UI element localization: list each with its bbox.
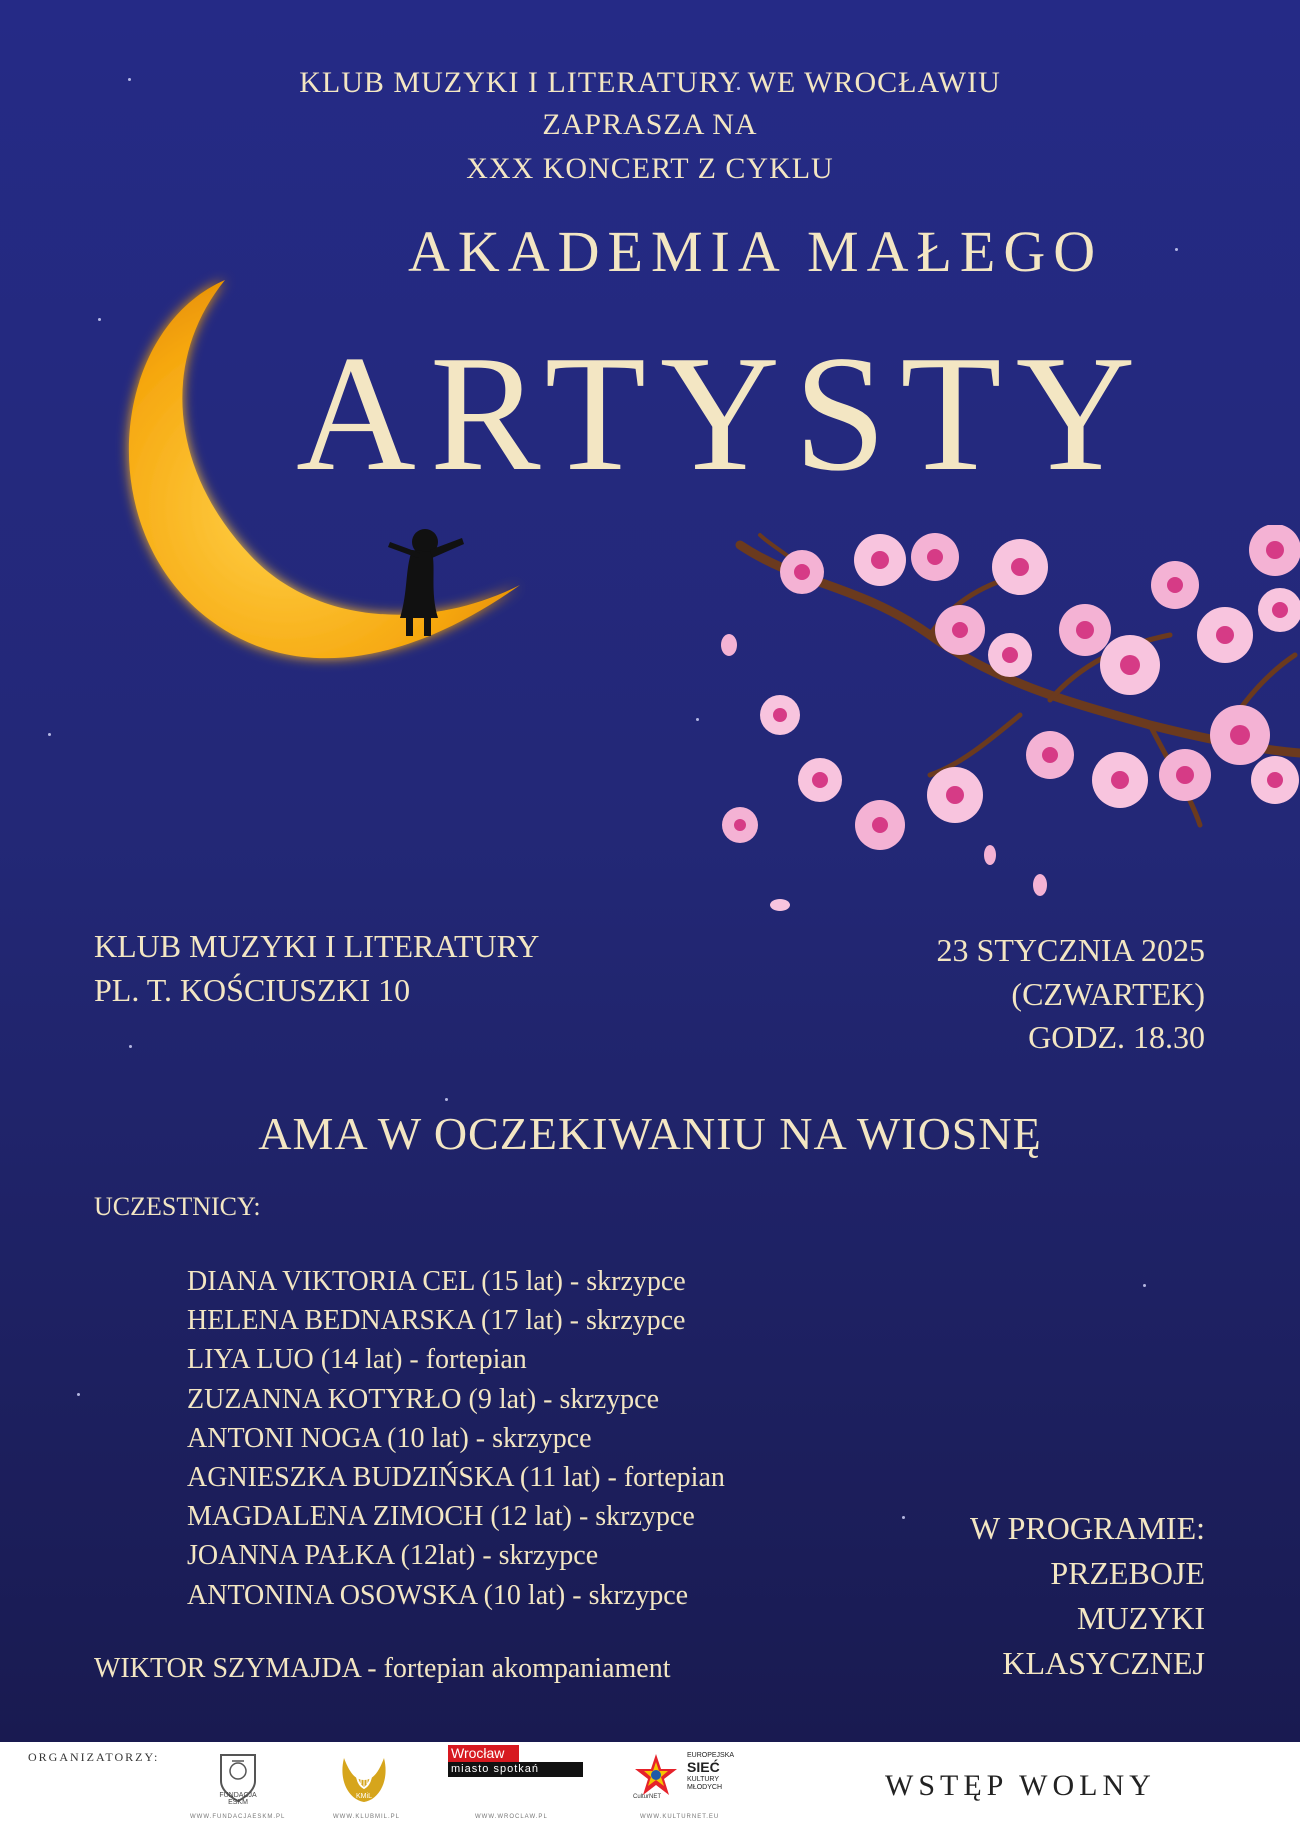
culturnet-logo[interactable] <box>633 1746 738 1806</box>
star <box>48 733 51 736</box>
participant: DIANA VIKTORIA CEL (15 lat) - skrzypce <box>187 1266 686 1297</box>
star <box>129 1045 132 1048</box>
footer <box>0 1742 1300 1828</box>
free-admission: WSTĘP WOLNY <box>885 1769 1156 1802</box>
eskm-url: WWW.FUNDACJAESKM.PL <box>190 1814 286 1820</box>
venue-name: KLUB MUZYKI I LITERATURY <box>94 928 540 964</box>
concert-title: AMA W OCZEKIWANIU NA WIOSNĘ <box>258 1108 1042 1159</box>
star <box>902 1516 905 1519</box>
culturnet-label: CulturNET <box>633 1794 662 1800</box>
cherry-blossom-branch <box>720 525 1300 915</box>
participant: ANTONI NOGA (10 lat) - skrzypce <box>187 1422 592 1454</box>
blossoms <box>720 525 1300 911</box>
programme-line: PRZEBOJE <box>1050 1555 1205 1591</box>
crescent-moon-illustration <box>100 270 540 690</box>
participants-label: UCZESTNICY: <box>94 1192 261 1221</box>
participant: JOANNA PAŁKA (12lat) - skrzypce <box>187 1540 599 1572</box>
star <box>696 718 699 721</box>
participant: LIYA LUO (14 lat) - fortepian <box>187 1344 527 1376</box>
participant: HELENA BEDNARSKA (17 lat) - skrzypce <box>187 1305 686 1337</box>
star <box>445 1098 448 1101</box>
kmil-label: KMiL <box>356 1793 372 1800</box>
culturnet-url: WWW.KULTURNET.EU <box>640 1814 720 1820</box>
star <box>1175 248 1178 251</box>
wroclaw-url: WWW.WROCLAW.PL <box>475 1814 548 1820</box>
wroclaw-logo[interactable] <box>448 1745 583 1777</box>
wroclaw-logo-title: Wrocław <box>448 1745 519 1762</box>
eskm-logo[interactable] <box>213 1747 263 1807</box>
participants-list <box>187 1262 725 1615</box>
participant: ZUZANNA KOTYRŁO (9 lat) - skrzypce <box>187 1383 659 1415</box>
star <box>77 1393 80 1396</box>
programme-line: MUZYKI <box>1077 1600 1205 1636</box>
event-time: GODZ. 18.30 <box>1028 1019 1205 1055</box>
series-title-small: AKADEMIA MAŁEGO <box>408 219 1104 284</box>
organizer-line: KLUB MUZYKI I LITERATURY WE WROCŁAWIU <box>299 66 1001 99</box>
programme-label: W PROGRAMIE: <box>970 1510 1205 1546</box>
eskm-label: FUNDACJA ESKM <box>219 1792 257 1806</box>
participant: AGNIESZKA BUDZIŃSKA (11 lat) - fortepian <box>187 1462 725 1494</box>
participant: ANTONINA OSOWSKA (10 lat) - skrzypce <box>187 1579 689 1611</box>
event-date: 23 STYCZNIA 2025 <box>936 932 1205 968</box>
accompanist: WIKTOR SZYMAJDA - fortepian akompaniament <box>94 1653 671 1684</box>
siec-label-2: SIEĆ <box>687 1759 720 1775</box>
concert-number-line: XXX KONCERT Z CYKLU <box>466 152 834 185</box>
star-icon <box>633 1752 679 1798</box>
participant: MAGDALENA ZIMOCH (12 lat) - skrzypce <box>187 1501 695 1533</box>
siec-label-3: KULTURY MŁODYCH <box>687 1776 723 1791</box>
star <box>1143 1284 1146 1287</box>
event-weekday: (CZWARTEK) <box>1011 976 1205 1012</box>
siec-label-1: EUROPEJSKA <box>687 1752 735 1759</box>
series-title-large: ARTYSTY <box>296 321 1150 505</box>
kmil-url: WWW.KLUBMIL.PL <box>333 1814 401 1820</box>
wroclaw-logo-slogan: miasto spotkań <box>448 1762 583 1777</box>
kmil-logo[interactable] <box>334 1746 394 1808</box>
moon-shape <box>129 280 520 658</box>
programme-line: KLASYCZNEJ <box>1002 1645 1205 1681</box>
invites-line: ZAPRASZA NA <box>542 108 758 141</box>
venue-address: PL. T. KOŚCIUSZKI 10 <box>94 972 411 1008</box>
organizers-label: ORGANIZATORZY: <box>28 1750 160 1764</box>
